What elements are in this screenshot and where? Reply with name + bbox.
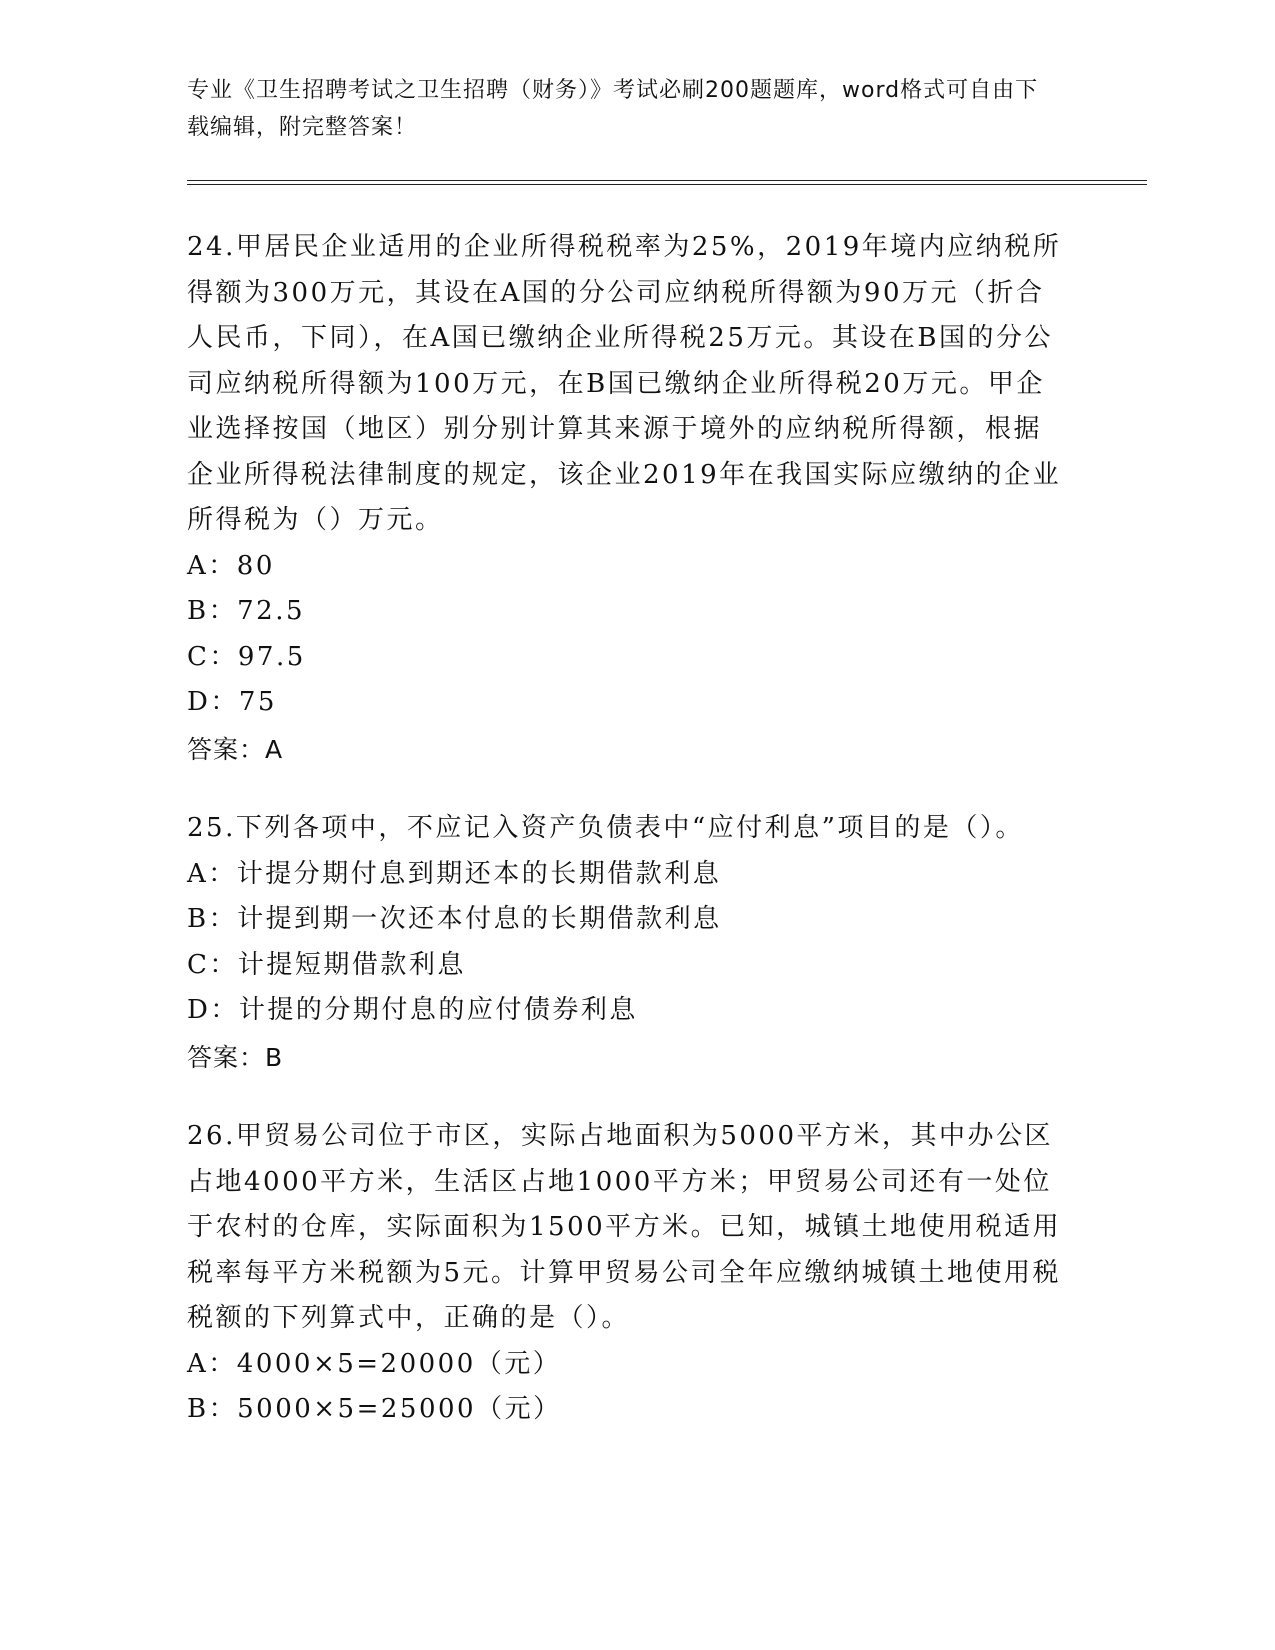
question-text: 26.甲贸易公司位于市区，实际占地面积为5000平方米，其中办公区占地4000平方米，生活区占地1000平方米；甲贸易公司还有一处位于农村的仓库，实际面积为1500平方米。已知，城镇土地使用税适用税率每平方米税额为5元。计算甲贸易公司全年应缴纳城镇土地使用税税额的下列算式中，正确的是（）。 — [187, 1121, 1062, 1333]
answer-label: 答案：A — [187, 734, 284, 764]
answer-label: 答案：B — [187, 1042, 284, 1072]
option-d: D：计提的分期付息的应付债券利息 — [187, 995, 638, 1025]
option-c: C：计提短期借款利息 — [187, 949, 466, 980]
option-a: A：4000×5=20000（元） — [187, 1348, 562, 1379]
question-text: 24.甲居民企业适用的企业所得税税率为25%，2019年境内应纳税所得额为300万元，其设在A国的分公司应纳税所得额为90万元（折合人民币，下同），在A国已缴纳企业所得税25万元。其设在B国的分公司应纳税所得额为100万元，在B国已缴纳企业所得税20万元。甲企业选择按国（地区）别分别计算其来源于境外的应纳税所得额，根据企业所得税法律制度的规定，该企业2019年在我国实际应缴纳的企业所得税为（）万元。 — [187, 232, 1062, 535]
option-a: A：80 — [187, 550, 275, 581]
header-divider — [187, 180, 1147, 185]
option-c: C：97.5 — [187, 641, 306, 672]
option-b: B：计提到期一次还本付息的长期借款利息 — [187, 904, 722, 934]
question-26 — [187, 1114, 1107, 1433]
question-25 — [187, 806, 1107, 1080]
question-text: 25.下列各项中，不应记入资产负债表中“应付利息”项目的是（）。 — [187, 813, 1024, 843]
option-a: A：计提分期付息到期还本的长期借款利息 — [187, 858, 722, 889]
document-page — [187, 0, 1107, 1433]
option-b: B：5000×5=25000（元） — [187, 1394, 562, 1424]
document-header: 专业《卫生招聘考试之卫生招聘（财务）》考试必刷200题题库，word格式可自由下载编辑，附完整答案！ — [187, 78, 1039, 140]
option-b: B：72.5 — [187, 596, 305, 626]
question-24 — [187, 225, 1107, 772]
option-d: D：75 — [187, 687, 277, 717]
